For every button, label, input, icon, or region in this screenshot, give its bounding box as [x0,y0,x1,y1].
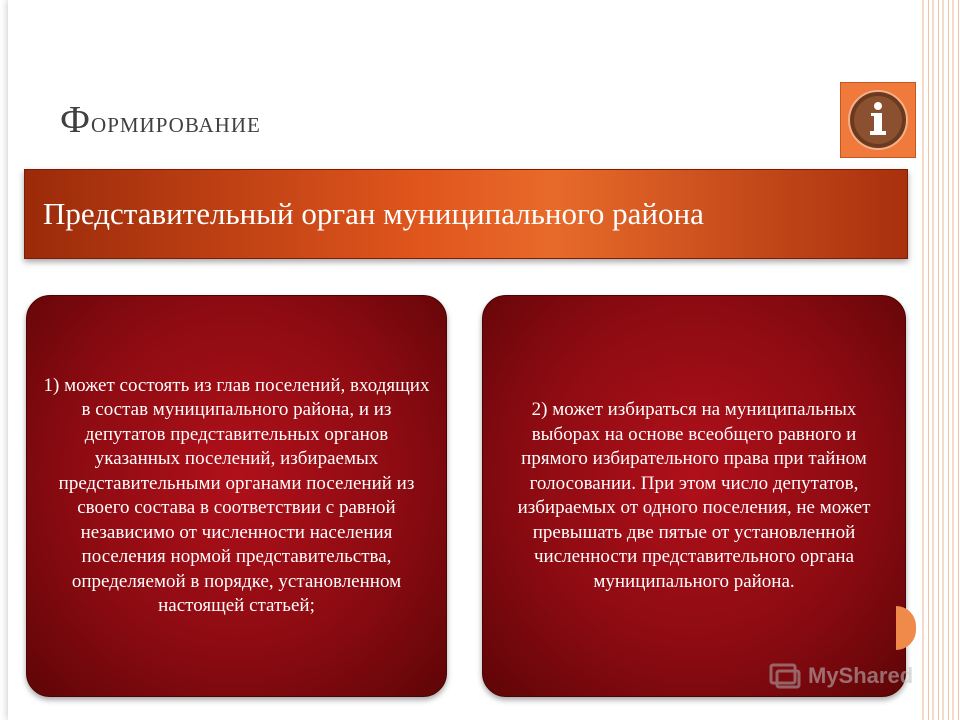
watermark [768,656,913,696]
info-icon [847,89,909,151]
watermark-text: MyShared [808,663,914,688]
slide-title [60,98,261,142]
info-button[interactable] [840,82,916,158]
decorative-stripes [922,0,960,720]
card-right [482,295,906,697]
card-left [26,295,447,697]
title-first-letter: Ф [60,99,92,141]
myshared-logo-icon [768,659,802,693]
title-rest: ормирование [91,106,261,139]
card-right-text: 2) может избираться на муниципальных выборах на основе всеобщего равного и прямого избирательного права при тайном голосовании. При этом число депутатов, избираемых от одного поселения, не может превышать две пятые от установленной численности представительного органа муниципального района. [517,399,871,592]
card-left-text: 1) может состоять из глав поселений, входящих в состав муниципального района, и из депутатов представительных органов указанных поселений, избираемых представительными органами поселений из своего состава в соответствии с равной независимо от численности населения поселения нормой представительства, определяемой в порядке, установленном настоящей статьей; [43,374,430,616]
banner [24,169,908,259]
banner-text: Представительный орган муниципального района [43,196,704,231]
